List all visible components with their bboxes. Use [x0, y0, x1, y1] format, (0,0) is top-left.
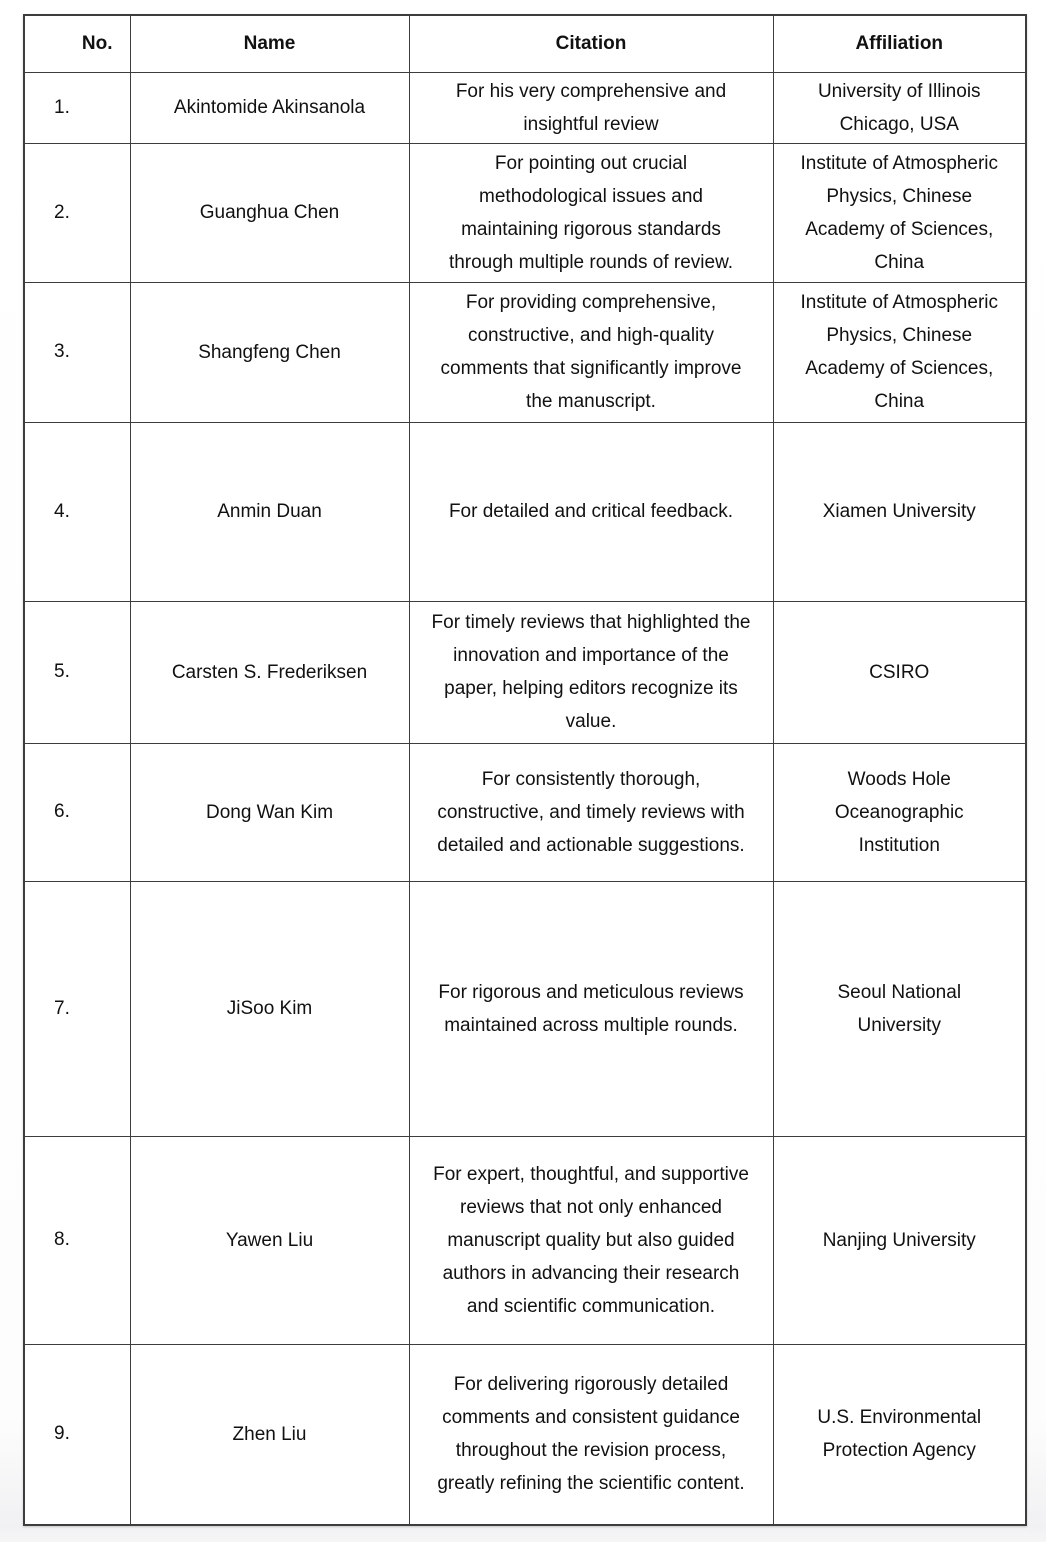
table-row — [24, 1344, 1026, 1525]
header-cell-no: No. — [24, 15, 130, 72]
cell-citation: For expert, thoughtful, and supportive reviews that not only enhanced manuscript quality but also guided authors in advancing their research and scientific communication. — [409, 1136, 773, 1344]
cell-affiliation: Woods Hole Oceanographic Institution — [773, 743, 1026, 881]
cell-name: Zhen Liu — [130, 1344, 409, 1525]
cell-no: 2. — [24, 143, 130, 282]
header-cell-affiliation: Affiliation — [773, 15, 1026, 72]
header-row — [24, 15, 1026, 72]
cell-no: 5. — [24, 601, 130, 743]
cell-affiliation: Institute of Atmospheric Physics, Chinese Academy of Sciences, China — [773, 143, 1026, 282]
cell-no: 4. — [24, 422, 130, 601]
table-row — [24, 743, 1026, 881]
cell-citation: For detailed and critical feedback. — [409, 422, 773, 601]
cell-name: Carsten S. Frederiksen — [130, 601, 409, 743]
cell-citation: For his very comprehensive and insightful review — [409, 72, 773, 143]
header-cell-citation: Citation — [409, 15, 773, 72]
table-row — [24, 422, 1026, 601]
reviewers-table — [23, 14, 1027, 1526]
cell-affiliation: Seoul National University — [773, 881, 1026, 1136]
table-body — [24, 72, 1026, 1525]
cell-name: Guanghua Chen — [130, 143, 409, 282]
cell-no: 3. — [24, 282, 130, 422]
cell-affiliation: CSIRO — [773, 601, 1026, 743]
cell-no: 9. — [24, 1344, 130, 1525]
table-row — [24, 143, 1026, 282]
cell-name: Shangfeng Chen — [130, 282, 409, 422]
cell-citation: For rigorous and meticulous reviews maintained across multiple rounds. — [409, 881, 773, 1136]
cell-citation: For providing comprehensive, constructive, and high-quality comments that significantly improve the manuscript. — [409, 282, 773, 422]
cell-citation: For pointing out crucial methodological issues and maintaining rigorous standards through multiple rounds of review. — [409, 143, 773, 282]
table-row — [24, 72, 1026, 143]
cell-no: 8. — [24, 1136, 130, 1344]
cell-affiliation: Institute of Atmospheric Physics, Chinese Academy of Sciences, China — [773, 282, 1026, 422]
header-cell-name: Name — [130, 15, 409, 72]
cell-name: Dong Wan Kim — [130, 743, 409, 881]
cell-affiliation: Nanjing University — [773, 1136, 1026, 1344]
cell-name: Akintomide Akinsanola — [130, 72, 409, 143]
table-row — [24, 601, 1026, 743]
table-row — [24, 881, 1026, 1136]
cell-affiliation: U.S. Environmental Protection Agency — [773, 1344, 1026, 1525]
cell-no: 1. — [24, 72, 130, 143]
cell-name: Yawen Liu — [130, 1136, 409, 1344]
cell-no: 6. — [24, 743, 130, 881]
cell-citation: For timely reviews that highlighted the innovation and importance of the paper, helping editors recognize its value. — [409, 601, 773, 743]
cell-name: Anmin Duan — [130, 422, 409, 601]
cell-affiliation: Xiamen University — [773, 422, 1026, 601]
cell-citation: For consistently thorough, constructive, and timely reviews with detailed and actionable suggestions. — [409, 743, 773, 881]
cell-name: JiSoo Kim — [130, 881, 409, 1136]
cell-citation: For delivering rigorously detailed comments and consistent guidance throughout the revision process, greatly refining the scientific content. — [409, 1344, 773, 1525]
table-row — [24, 1136, 1026, 1344]
table-row — [24, 282, 1026, 422]
cell-no: 7. — [24, 881, 130, 1136]
cell-affiliation: University of Illinois Chicago, USA — [773, 72, 1026, 143]
